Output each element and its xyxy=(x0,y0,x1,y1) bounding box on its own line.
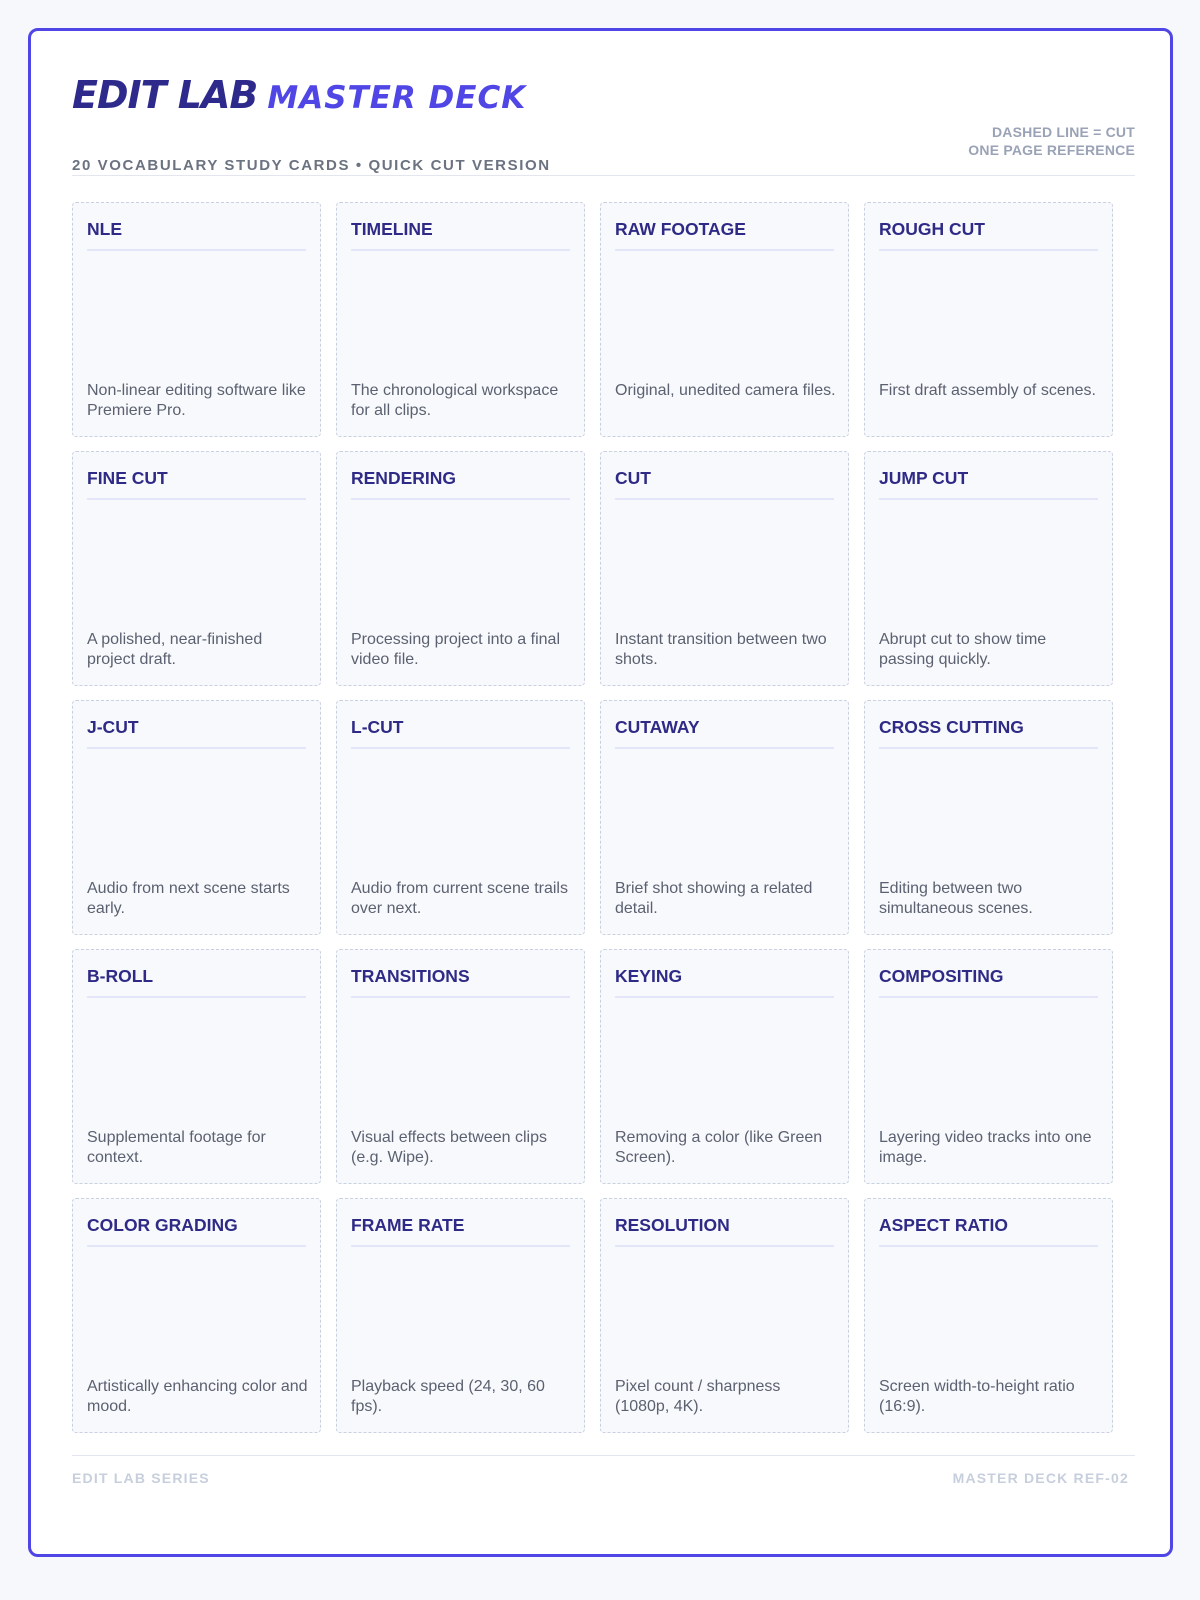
title-accent: MASTER DECK xyxy=(267,80,527,116)
footer-divider xyxy=(72,1455,1135,1456)
page-title xyxy=(72,73,526,117)
vocab-card xyxy=(336,1198,585,1433)
card-definition: Screen width-to-height ratio (16:9). xyxy=(879,1378,1075,1415)
vocab-card xyxy=(600,451,849,686)
header-divider xyxy=(72,175,1135,176)
reference-note-line-1: DASHED LINE = CUT xyxy=(991,124,1135,140)
card-definition: The chronological workspace for all clips. xyxy=(351,382,559,419)
card-definition: Original, unedited camera files. xyxy=(615,382,836,399)
vocab-card xyxy=(336,202,585,437)
card-definition: Non-linear editing software like Premiere Pro. xyxy=(87,382,306,419)
card-term: ASPECT RATIO xyxy=(879,1215,1098,1247)
vocab-card xyxy=(336,949,585,1184)
vocab-card xyxy=(72,949,321,1184)
card-definition: Playback speed (24, 30, 60 fps). xyxy=(351,1378,545,1415)
card-definition: Editing between two simultaneous scenes. xyxy=(879,880,1033,917)
footer-reference: MASTER DECK REF-02 xyxy=(952,1470,1129,1486)
card-definition: Audio from next scene starts early. xyxy=(87,880,290,917)
card-definition: Audio from current scene trails over next. xyxy=(351,880,568,917)
card-term: FINE CUT xyxy=(87,468,306,500)
vocab-card xyxy=(600,1198,849,1433)
vocab-card xyxy=(864,1198,1113,1433)
card-definition: Visual effects between clips (e.g. Wipe). xyxy=(351,1129,547,1166)
vocab-card xyxy=(72,1198,321,1433)
card-term: L-CUT xyxy=(351,717,570,749)
card-term: TIMELINE xyxy=(351,219,570,251)
vocab-card xyxy=(864,949,1113,1184)
card-term: TRANSITIONS xyxy=(351,966,570,998)
vocab-card xyxy=(864,202,1113,437)
card-term: COLOR GRADING xyxy=(87,1215,306,1247)
card-term: NLE xyxy=(87,219,306,251)
card-definition: Processing project into a final video file. xyxy=(351,631,560,668)
card-definition: Brief shot showing a related detail. xyxy=(615,880,813,917)
vocab-card xyxy=(72,451,321,686)
footer-series: EDIT LAB SERIES xyxy=(72,1470,210,1486)
card-term: B-ROLL xyxy=(87,966,306,998)
vocab-card xyxy=(600,949,849,1184)
vocab-card xyxy=(864,451,1113,686)
card-definition: First draft assembly of scenes. xyxy=(879,382,1096,399)
vocab-card xyxy=(336,700,585,935)
card-term: COMPOSITING xyxy=(879,966,1098,998)
card-definition: Pixel count / sharpness (1080p, 4K). xyxy=(615,1378,781,1415)
card-term: RENDERING xyxy=(351,468,570,500)
card-term: CUTAWAY xyxy=(615,717,834,749)
card-term: RESOLUTION xyxy=(615,1215,834,1247)
card-definition: A polished, near-finished project draft. xyxy=(87,631,263,668)
card-definition: Supplemental footage for context. xyxy=(87,1129,266,1166)
title-main: EDIT LAB xyxy=(72,73,258,117)
vocab-card xyxy=(600,700,849,935)
vocab-card xyxy=(336,451,585,686)
card-definition: Layering video tracks into one image. xyxy=(879,1129,1092,1166)
reference-note-line-2: ONE PAGE REFERENCE xyxy=(968,142,1135,158)
card-term: J-CUT xyxy=(87,717,306,749)
card-term: FRAME RATE xyxy=(351,1215,570,1247)
card-term: KEYING xyxy=(615,966,834,998)
card-term: ROUGH CUT xyxy=(879,219,1098,251)
vocab-card xyxy=(864,700,1113,935)
card-definition: Abrupt cut to show time passing quickly. xyxy=(879,631,1047,668)
card-grid xyxy=(72,202,1135,1433)
vocab-card xyxy=(72,700,321,935)
card-term: CUT xyxy=(615,468,834,500)
card-definition: Removing a color (like Green Screen). xyxy=(615,1129,823,1166)
card-definition: Instant transition between two shots. xyxy=(615,631,827,668)
card-definition: Artistically enhancing color and mood. xyxy=(87,1378,308,1415)
page-subtitle: 20 VOCABULARY STUDY CARDS • QUICK CUT VERSION xyxy=(72,157,551,174)
vocab-card xyxy=(600,202,849,437)
card-term: RAW FOOTAGE xyxy=(615,219,834,251)
page-header xyxy=(72,71,1135,175)
vocab-card xyxy=(72,202,321,437)
card-term: CROSS CUTTING xyxy=(879,717,1098,749)
reference-note xyxy=(968,123,1135,159)
study-sheet xyxy=(28,28,1173,1557)
card-term: JUMP CUT xyxy=(879,468,1098,500)
